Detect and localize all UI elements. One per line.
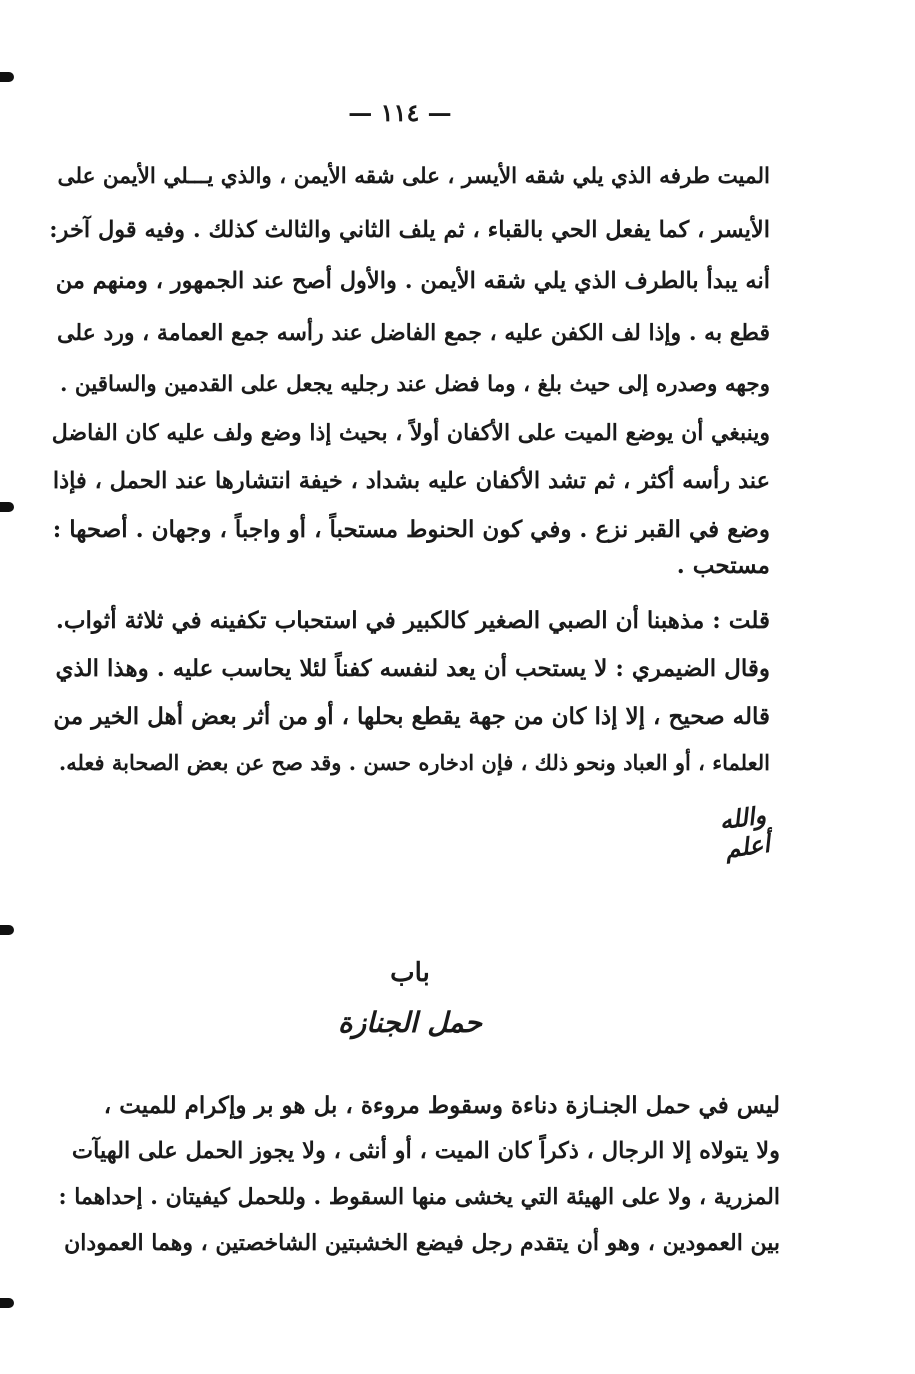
page-number: — ١١٤ — [348,98,452,127]
text-line: ولا يتولاه إلا الرجال ، ذكراً كان الميت ، أو أنثى ، ولا يجوز الحمل على الهيآت [71,1138,780,1164]
text-line: وجهه وصدره إلى حيث بلغ ، وما فضل عند رجليه يجعل على القدمين والساقين . [59,372,770,397]
margin-mark [0,1298,14,1308]
text-line: وينبغي أن يوضع الميت على الأكفان أولاً ، بحيث إذا وضع ولف عليه كان الفاضل [51,420,770,446]
margin-mark [0,72,14,82]
text-line: ليس في حمل الجنـازة دناءة وسقوط مروءة ، بل هو بر وإكرام للميت ، [103,1092,780,1119]
text-line: بين العمودين ، وهو أن يتقدم رجل فيضع الخشبتين الشاخصتين ، وهما العمودان [64,1230,780,1256]
text-line: قطع به . وإذا لف الكفن عليه ، جمع الفاضل عند رأسه جمع العمامة ، ورد على [57,320,770,346]
text-line: أنه يبدأ بالطرف الذي يلي شقه الأيمن . والأول أصح عند الجمهور ، ومنهم من [55,268,770,294]
margin-mark [0,502,14,512]
text-line: قلت : مذهبنا أن الصبي الصغير كالكبير في استحباب تكفينه في ثلاثة أثواب. [55,607,770,634]
text-line: عند رأسه أكثر ، ثم تشد الأكفان عليه بشداد ، خيفة انتشارها عند الحمل ، فإذا [52,468,770,494]
text-line: الميت طرفه الذي يلي شقه الأيسر ، على شقه الأيمن ، والذي يـــلي الأيمن على [57,164,770,189]
paragraph-3 [55,0,780,1300]
text-line: مستحب . [676,552,770,579]
text-line: وضع في القبر نزع . وفي كون الحنوط مستحباً ، أو واجباً ، وجهان . أصحها : [52,516,770,543]
margin-mark [0,925,14,935]
closing-phrase: والله أعلم [717,800,772,864]
text-line: المزرية ، ولا على الهيئة التي يخشى منها السقوط . وللحمل كيفيتان . إحداهما : [58,1184,780,1210]
text-line: قاله صحيح ، إلا إذا كان من جهة يقطع بحلها ، أو من أثر بعض أهل الخير من [53,703,770,730]
chapter-label: باب [390,958,430,988]
chapter-title: حمل الجنازة [337,1006,482,1039]
text-line: وقال الضيمري : لا يستحب أن يعد لنفسه كفناً لئلا يحاسب عليه . وهذا الذي [55,655,770,682]
text-line: العلماء ، أو العباد ونحو ذلك ، فإن ادخاره حسن . وقد صح عن بعض الصحابة فعله. [58,750,770,775]
text-line: الأيسر ، كما يفعل الحي بالقباء ، ثم يلف الثاني والثالث كذلك . وفيه قول آخر: [49,217,770,243]
